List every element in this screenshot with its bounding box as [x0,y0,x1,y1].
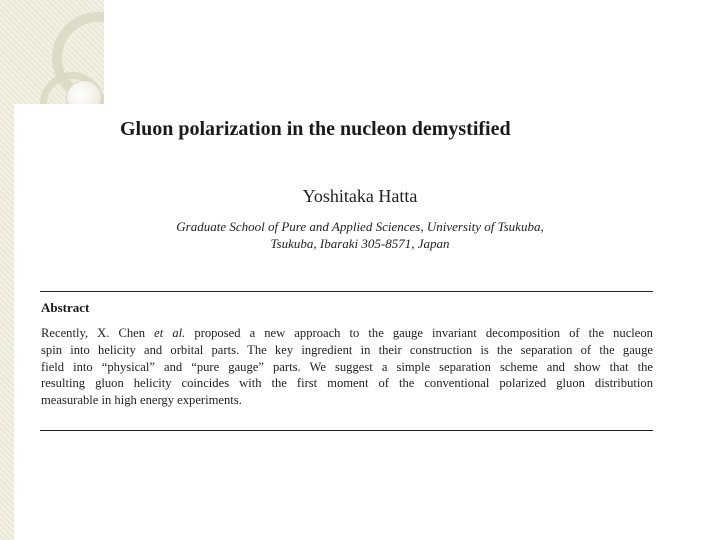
abstract-heading: Abstract [41,300,90,315]
abstract-bottom-rule [40,430,653,431]
abstract-text: proposed a new approach to the gauge invariant decomposition of the nucleon [185,326,653,340]
abstract-line [41,392,653,409]
author-affiliation-line2: Tsukuba, Ibaraki 305-8571, Japan [270,236,450,251]
slide-right-margin [706,0,720,540]
paper-author: Yoshitaka Hatta [302,186,418,206]
abstract-line [41,359,653,376]
abstract-body [41,325,653,409]
abstract-line [41,342,653,359]
abstract-text: Recently, X. Chen [41,326,155,340]
abstract-line [41,375,653,392]
abstract-line [41,325,653,342]
abstract-text: spin into helicity and orbital parts. The key ingredient in their construction is the separation of the gauge [41,342,653,357]
abstract-text: field into “physical” and “pure gauge” parts. We suggest a simple separation scheme and show that the [41,359,653,374]
abstract-text-italic: et al. [154,326,186,340]
abstract-text: resulting gluon helicity coincides with the first moment of the conventional polarized gluon distribution [41,376,653,391]
author-affiliation-line1: Graduate School of Pure and Applied Sciences, University of Tsukuba, [176,219,544,234]
abstract-top-rule [40,291,653,292]
paper-title: Gluon polarization in the nucleon demystified [120,118,511,140]
abstract-text: measurable in high energy experiments. [41,393,242,408]
